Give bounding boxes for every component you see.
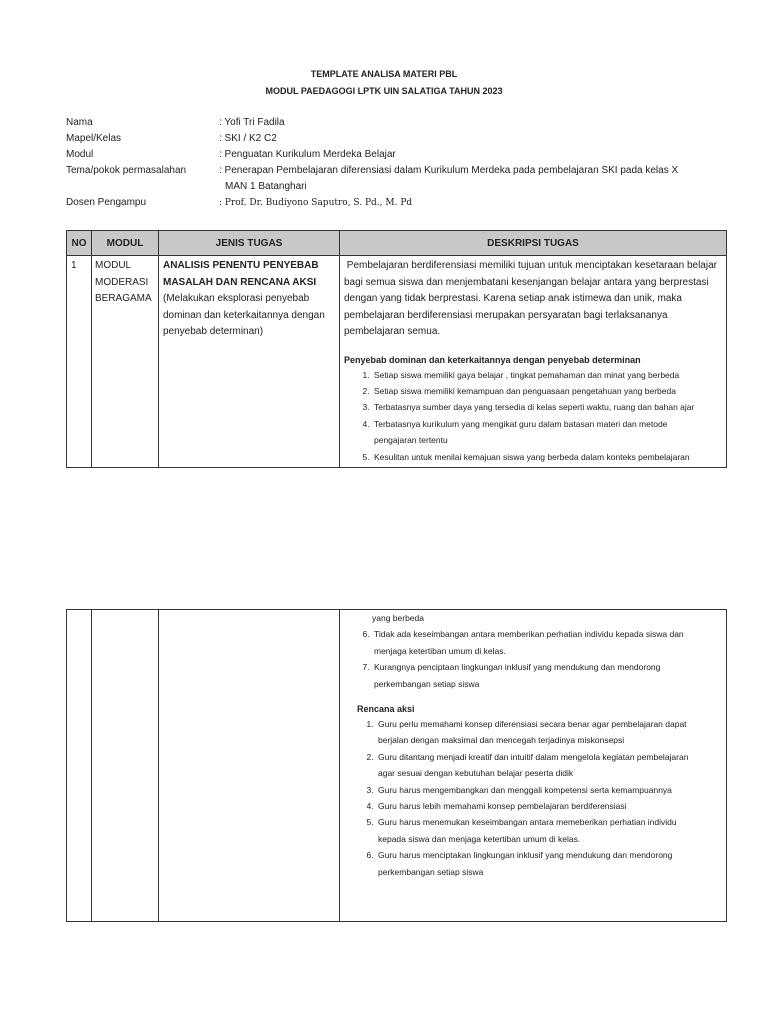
list-item: 1. Guru perlu memahami konsep diferensiasi secara benar agar pembelajaran dapat berjalan dengan maksimal dan mencegah terjadinya miskonsepsi [376, 716, 726, 749]
cell-deskripsi [340, 256, 727, 468]
desc-paragraph: Pembelajaran berdiferensiasi memiliki tujuan untuk menciptakan kesetaraan belajar bagi semua siswa dan menjembatani kesenjangan belajar antara yang berprestasi dengan yang tidak berprestasi. Karena setiap anak istimewa dan unik, maka pembelajaran berdiferensiasi merupakan persyaratan bagi terlaksananya pembelajaran semua. [344, 260, 717, 337]
task-table [66, 230, 727, 468]
header-deskripsi-tugas: DESKRIPSI TUGAS [340, 231, 727, 256]
cell-jenis-tugas [159, 256, 340, 468]
doc-title: TEMPLATE ANALISA MATERI PBL [310, 69, 458, 79]
info-value: : Yofi Tri Fadila [219, 117, 285, 128]
cell-modul [92, 256, 159, 468]
cell-jenis-tugas [159, 610, 340, 922]
jenis-line: (Melakukan eksplorasi penyebab [163, 293, 310, 304]
cell-no: 1 [67, 256, 92, 468]
modul-line: MODERASI [95, 276, 149, 288]
info-row-nama [66, 115, 746, 131]
list-item: 7. Kurangnya penciptaan lingkungan inklusif yang mendukung dan mendorong perkembangan setiap siswa [372, 659, 726, 692]
list-item: 4. Guru harus lebih memahami konsep pembelajaran berdiferensiasi [376, 798, 726, 814]
table-row [67, 256, 727, 468]
list-item: 3. Guru harus mengembangkan dan menggali kompetensi serta kemampuannya [376, 782, 726, 798]
penyebab-list [340, 367, 726, 465]
info-label: Modul [66, 149, 94, 160]
jenis-line: penyebab determinan) [163, 326, 264, 337]
info-row-tema [66, 163, 746, 179]
header-modul: MODUL [92, 231, 159, 256]
list-item: 6. Guru harus menciptakan lingkungan inklusif yang mendukung dan mendorong perkembangan setiap siswa [376, 847, 726, 880]
table-header-row [67, 231, 727, 256]
doc-subtitle: MODUL PAEDAGOGI LPTK UIN SALATIGA TAHUN 2023 [265, 86, 503, 96]
list-item: 3. Terbatasnya sumber daya yang tersedia di kelas seperti waktu, ruang dan bahan ajar [372, 399, 726, 415]
info-value-cont: MAN 1 Batanghari [225, 181, 307, 192]
info-row-mapel [66, 131, 746, 147]
info-row-modul [66, 147, 746, 163]
list-item: 5. Kesulitan untuk menilai kemajuan siswa yang berbeda dalam konteks pembelajaran [372, 449, 726, 465]
list-item: 5. Guru harus menemukan keseimbangan antara memeberikan perhatian individu kepada siswa dan menjaga ketertiban umum di kelas. [376, 814, 726, 847]
list-item: 2. Guru ditantang menjadi kreatif dan intuitif dalam mengelola kegiatan pembelajaran agar sesuai dengan kebutuhan belajar peserta didik [376, 749, 726, 782]
task-table-continued [66, 609, 727, 922]
jenis-bold-line: ANALISIS PENENTU PENYEBAB [163, 260, 319, 271]
info-value: : Penguatan Kurikulum Merdeka Belajar [219, 149, 396, 160]
modul-line: MODUL [95, 260, 132, 271]
cell-modul [92, 610, 159, 922]
list-item-cont: yang berbeda [372, 613, 424, 623]
header-no: NO [67, 231, 92, 256]
header-jenis-tugas: JENIS TUGAS [159, 231, 340, 256]
penyebab-title: Penyebab dominan dan keterkaitannya dengan penyebab determinan [344, 354, 641, 365]
jenis-bold-line: MASALAH DAN RENCANA AKSI [163, 276, 317, 288]
list-item: 4. Terbatasnya kurikulum yang mengikat guru dalam batasan materi dan metode pengajaran tertentu [372, 416, 726, 449]
cell-no [67, 610, 92, 922]
table-row [67, 610, 727, 922]
info-value: : SKI / K2 C2 [219, 133, 277, 144]
info-label: Nama [66, 117, 93, 128]
cell-deskripsi [340, 610, 727, 922]
info-value: : Penerapan Pembelajaran diferensiasi dalam Kurikulum Merdeka pada pembelajaran SKI pada kelas X [219, 165, 679, 176]
info-label: Dosen Pengampu [66, 197, 147, 208]
modul-line: BERAGAMA [95, 293, 152, 304]
jenis-line: dominan dan keterkaitannya dengan [163, 309, 325, 321]
info-block [66, 115, 746, 211]
info-row-tema-cont [66, 179, 746, 195]
rencana-title: Rencana aksi [357, 704, 415, 715]
list-item: 2. Setiap siswa memiliki kemampuan dan penguasaan pengetahuan yang berbeda [372, 383, 726, 399]
list-item: 6. Tidak ada keseimbangan antara memberikan perhatian individu kepada siswa dan menjaga ketertiban umum di kelas. [372, 626, 726, 659]
penyebab-list-cont [340, 626, 726, 692]
info-label: Mapel/Kelas [66, 133, 122, 144]
rencana-list [340, 716, 726, 880]
info-label: Tema/pokok permasalahan [66, 165, 187, 176]
list-item: 1. Setiap siswa memiliki gaya belajar , tingkat pemahaman dan minat yang berbeda [372, 367, 726, 383]
info-row-dosen [66, 195, 746, 211]
info-value: : Prof. Dr. Budiyono Saputro, S. Pd., M. Pd [219, 198, 413, 208]
